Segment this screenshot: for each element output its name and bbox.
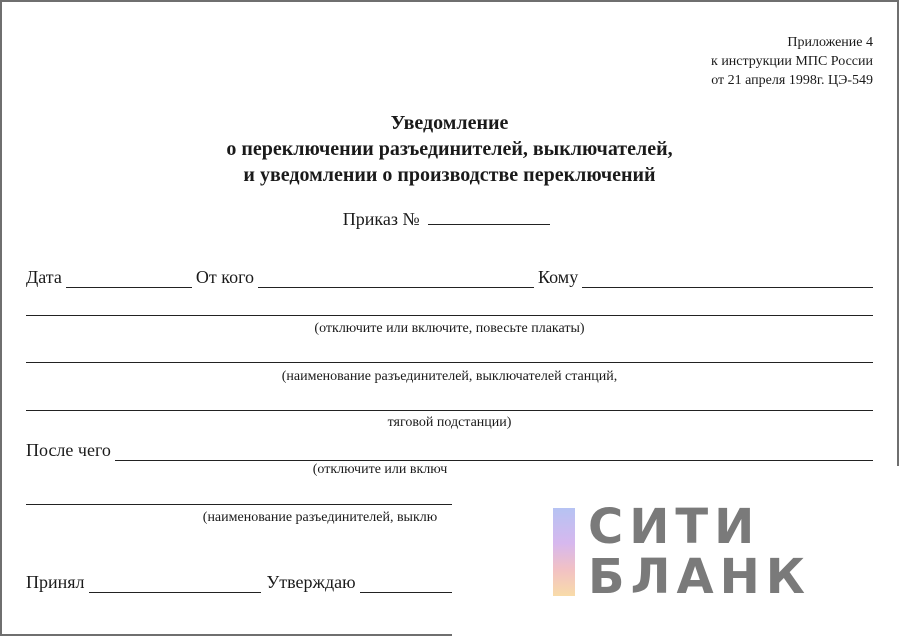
logo-line-1: СИТИ bbox=[588, 499, 761, 555]
order-number-row bbox=[0, 206, 899, 230]
after-row bbox=[26, 439, 873, 461]
approve-label: Утверждаю bbox=[266, 572, 356, 592]
order-number-blank[interactable] bbox=[428, 206, 550, 225]
appendix-line-2: к инструкции МПС России bbox=[711, 54, 873, 69]
date-from-to-row bbox=[26, 266, 873, 288]
blank-line-1[interactable] bbox=[26, 315, 873, 316]
caption-5: (наименование разъединителей, выклю bbox=[202, 510, 438, 525]
document-title bbox=[0, 110, 899, 188]
title-line-1: Уведомление bbox=[390, 112, 509, 134]
appendix-line-1: Приложение 4 bbox=[787, 35, 873, 50]
caption-2: (наименование разъединителей, выключателей станций, bbox=[281, 369, 618, 384]
caption-3: тяговой подстанции) bbox=[387, 415, 512, 430]
date-blank[interactable] bbox=[66, 269, 192, 288]
accepted-blank[interactable] bbox=[89, 574, 261, 593]
appendix-line-3: от 21 апреля 1998г. ЦЭ-549 bbox=[711, 73, 873, 88]
to-blank[interactable] bbox=[582, 269, 873, 288]
title-line-3: и уведомлении о производстве переключений bbox=[243, 164, 656, 186]
caption-1: (отключите или включите, повесьте плакаты) bbox=[314, 321, 585, 336]
date-label: Дата bbox=[26, 267, 62, 287]
caption-4: (отключите или включ bbox=[312, 462, 448, 477]
from-label: От кого bbox=[195, 267, 255, 287]
appendix-note bbox=[711, 33, 873, 90]
order-label: Приказ № bbox=[342, 209, 420, 229]
blank-line-3[interactable] bbox=[26, 410, 873, 411]
logo-gradient-bar bbox=[553, 508, 575, 596]
title-line-2: о переключении разъединителей, выключателей, bbox=[226, 138, 673, 160]
after-blank[interactable] bbox=[115, 442, 873, 461]
blank-line-2[interactable] bbox=[26, 362, 873, 363]
from-blank[interactable] bbox=[258, 269, 534, 288]
logo-line-2: БЛАНК bbox=[588, 549, 812, 605]
to-label: Кому bbox=[538, 267, 579, 287]
after-label: После чего bbox=[26, 440, 111, 460]
accepted-label: Принял bbox=[26, 572, 85, 592]
